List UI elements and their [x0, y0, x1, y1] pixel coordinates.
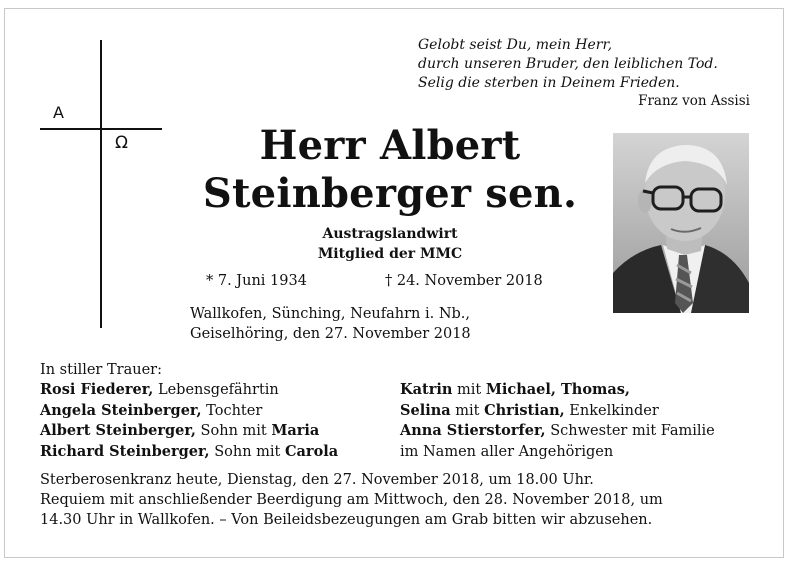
mourner-name: Selina [400, 401, 451, 419]
occupation-line2: Mitglied der MMC [317, 246, 463, 262]
service-line: Requiem mit anschließender Beerdigung am Mittwoch, den 28. November 2018, um [40, 492, 663, 508]
portrait-photo [613, 133, 749, 313]
mourner-name: Richard Steinberger, [40, 442, 210, 460]
place-line2: Geiselhöring, den 27. November 2018 [190, 326, 471, 342]
mourner-relation: Tochter [201, 402, 263, 419]
mourner-name: Rosi Fiederer, [40, 381, 154, 398]
mourner-partner: Christian, [484, 401, 565, 419]
mourners-left-column [40, 380, 338, 462]
deceased-name-line2: Steinberger sen. [202, 170, 578, 217]
mourner-name: Katrin [400, 381, 453, 398]
mourner-partner: Maria [271, 422, 320, 439]
quote-line: Selig die sterben in Deinem Frieden. [418, 75, 680, 91]
omega-symbol: Ω [115, 133, 128, 153]
quote-line: Gelobt seist Du, mein Herr, [418, 37, 613, 53]
mourner-entry [400, 380, 715, 401]
mourner-entry [400, 401, 715, 422]
service-line: 14.30 Uhr in Wallkofen. – Von Beileidsbezeugungen am Grab bitten wir abzusehen. [40, 512, 653, 528]
cross-horizontal-bar [40, 128, 162, 130]
mourner-relation: Schwester mit Familie [545, 423, 715, 439]
mourner-relation: Sohn mit [195, 423, 272, 439]
birth-date: * 7. Juni 1934 [206, 273, 307, 289]
mourner-entry [40, 401, 338, 422]
mourner-name: Albert Steinberger, [40, 422, 196, 439]
bible-quote [418, 36, 758, 93]
mourner-partner: Carola [285, 442, 339, 460]
occupation-line1: Austragslandwirt [322, 226, 458, 242]
mourner-name: Angela Steinberger, [40, 401, 202, 419]
mourner-entry [40, 380, 338, 401]
deceased-name-line1: Herr Albert [259, 122, 521, 169]
mourner-entry [400, 421, 715, 442]
place-line1: Wallkofen, Sünching, Neufahrn i. Nb., [190, 306, 471, 322]
mourner-entry: im Namen aller Angehörigen [400, 443, 614, 460]
mourner-name: Anna Stierstorfer, [400, 422, 546, 439]
mourners-right-column [400, 380, 715, 462]
quote-line: durch unseren Bruder, den leiblichen Tod. [418, 56, 718, 72]
portrait-image [613, 133, 749, 313]
mourners-heading: In stiller Trauer: [40, 362, 162, 378]
death-date: † 24. November 2018 [385, 273, 543, 289]
mourner-partner: Michael, Thomas, [485, 381, 630, 398]
mourner-relation: Sohn mit [209, 443, 285, 460]
service-line: Sterberosenkranz heute, Dienstag, den 27. November 2018, um 18.00 Uhr. [40, 472, 594, 488]
service-details [40, 470, 760, 530]
alpha-symbol: A [53, 103, 64, 122]
quote-author: Franz von Assisi [638, 93, 750, 109]
mourner-relation: Lebensgefährtin [153, 382, 279, 398]
mourner-entry [40, 421, 338, 442]
mourner-relation: Enkelkinder [564, 402, 659, 419]
mourner-relation: mit [452, 382, 486, 398]
mourner-relation: mit [450, 402, 485, 419]
mourner-entry [40, 442, 338, 463]
place-and-date [190, 304, 471, 344]
cross-vertical-bar [100, 40, 102, 328]
